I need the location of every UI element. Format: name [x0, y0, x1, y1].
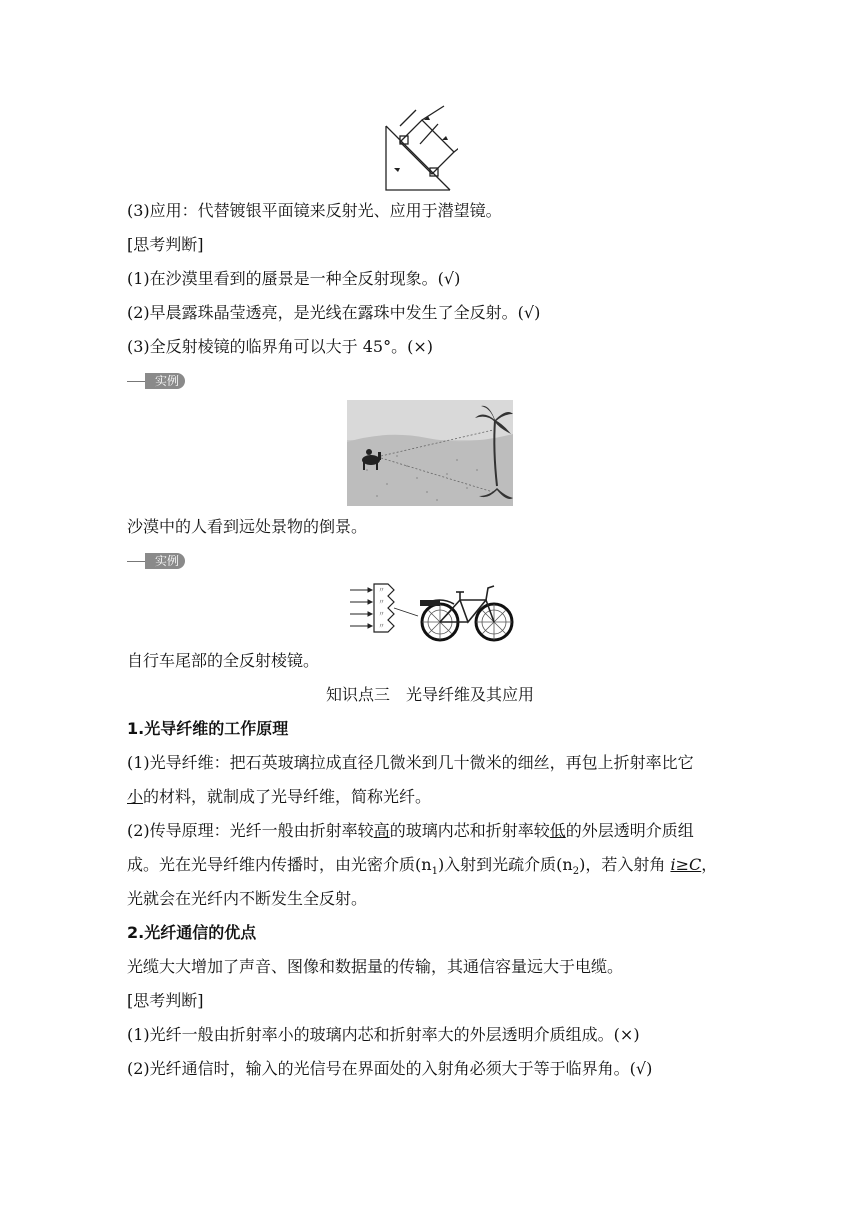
- svg-text:〃: 〃: [378, 586, 385, 594]
- svg-text:〃: 〃: [378, 610, 385, 618]
- text-span: 的材料，就制成了光导纤维，简称光纤。: [143, 787, 432, 806]
- answer-blank: i≥C: [670, 855, 702, 874]
- answer-blank: 小: [127, 787, 144, 806]
- principle-p2-line2: [127, 854, 717, 883]
- text-span: 的玻璃内芯和折射率较: [389, 821, 550, 840]
- principle-heading: 1.光导纤维的工作原理: [127, 719, 289, 738]
- example-badge-label: 实例: [145, 553, 185, 569]
- principle-p1-line1: (1)光导纤维：把石英玻璃拉成直径几微米到几十微米的细丝，再包上折射率比它: [127, 753, 694, 772]
- think1-item-1: (1)在沙漠里看到的蜃景是一种全反射现象。(√): [127, 269, 461, 288]
- text-span: )入射到光疏介质(n: [437, 855, 573, 874]
- think1-item-2: (2)早晨露珠晶莹透亮，是光线在露珠中发生了全反射。(√): [127, 303, 541, 322]
- example-badge-label: 实例: [145, 373, 185, 389]
- application-text: (3)应用：代替镀银平面镜来反射光、应用于潜望镜。: [127, 201, 502, 220]
- think-heading-2: [思考判断]: [127, 991, 204, 1010]
- prism-periscope-diagram: [378, 104, 458, 192]
- think2-item-2: (2)光纤通信时，输入的光信号在界面处的入射角必须大于等于临界角。(√): [127, 1059, 653, 1078]
- text-span: )，若入射角: [579, 855, 671, 874]
- example1-caption: 沙漠中的人看到远处景物的倒景。: [127, 517, 368, 536]
- svg-text:〃: 〃: [378, 598, 385, 606]
- svg-text:〃: 〃: [378, 622, 385, 630]
- principle-p2-line1: [127, 820, 694, 842]
- text-span: 的外层透明介质组: [565, 821, 694, 840]
- example2-caption: 自行车尾部的全反射棱镜。: [127, 651, 320, 670]
- subscript: 2: [572, 866, 580, 878]
- example-badge-2: [127, 552, 185, 570]
- principle-p2-line3: 光就会在光纤内不断发生全反射。: [127, 889, 368, 908]
- example-badge-1: [127, 372, 185, 390]
- answer-blank: 低: [549, 821, 566, 840]
- principle-p1-line2: [127, 786, 431, 808]
- section-title: 知识点三 光导纤维及其应用: [325, 685, 534, 704]
- text-span: (2)传导原理：光纤一般由折射率较: [127, 821, 374, 840]
- think1-item-3: (3)全反射棱镜的临界角可以大于 45°。(×): [127, 337, 434, 356]
- think2-item-1: (1)光纤一般由折射率小的玻璃内芯和折射率大的外层透明介质组成。(×): [127, 1025, 640, 1044]
- answer-blank: 高: [373, 821, 390, 840]
- advantage-text: 光缆大大增加了声音、图像和数据量的传输，其通信容量远大于电缆。: [127, 957, 624, 976]
- subscript: 1: [431, 866, 438, 878]
- text-span: ，: [701, 855, 718, 874]
- text-span: 成。光在光导纤维内传播时，由光密介质(n: [127, 855, 432, 874]
- bicycle-reflector-image: [348, 578, 516, 644]
- think-heading-1: [思考判断]: [127, 235, 204, 254]
- advantage-heading: 2.光纤通信的优点: [127, 923, 257, 942]
- desert-mirage-image: [347, 400, 513, 506]
